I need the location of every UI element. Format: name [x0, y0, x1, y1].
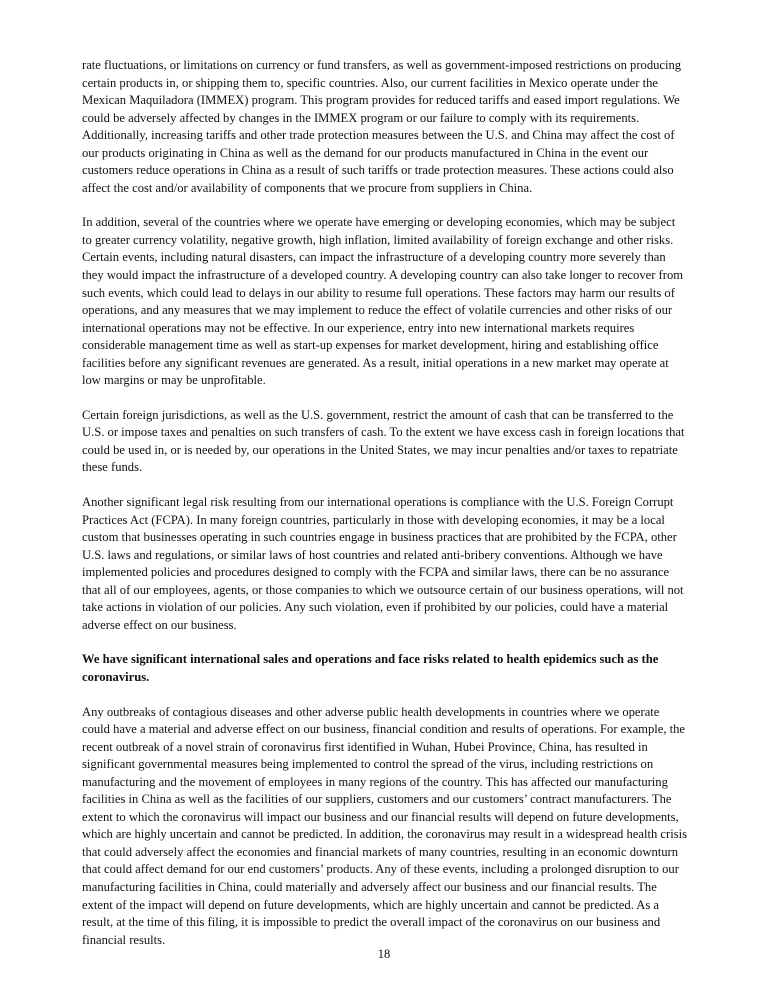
paragraph-cash-repatriation: Certain foreign jurisdictions, as well as the U.S. government, restrict the amount of cash that can be transferred to the U.S. or impose taxes and penalties on such transfers of cash. To the extent we have excess cash in foreign locations that could be used in, or is needed by, our operations in the United States, we may incur penalties and/or taxes to repatriate these funds.: [82, 407, 685, 475]
document-page: [82, 57, 688, 966]
paragraph-currency-and-immex: rate fluctuations, or limitations on currency or fund transfers, as well as government-imposed restrictions on producing certain products in, or shipping them to, specific countries. Also, our current facilities in Mexico operate under the Mexican Maquiladora (IMMEX) program. This program provides for reduced tariffs and eased import regulations. We could be adversely affected by changes in the IMMEX program or our failure to comply with its requirements. Additionally, increasing tariffs and other trade protection measures between the U.S. and China may affect the cost of our products originating in China as well as the demand for our products manufactured in China in the event our customers reduce operations in China as a result of such tariffs or trade protection measures. These actions could also affect the cost and/or availability of components that we procure from suppliers in China.: [82, 58, 682, 195]
paragraph-fcpa-compliance: Another significant legal risk resulting from our international operations is compliance with the U.S. Foreign Corrupt Practices Act (FCPA). In many foreign countries, particularly in those with developing economies, it may be a local custom that businesses operating in such countries engage in business practices that are prohibited by the FCPA, other U.S. laws and regulations, or similar laws of host countries and related anti-bribery conventions. Although we have implemented policies and procedures designed to comply with the FCPA and similar laws, there can be no assurance that all of our employees, agents, or those companies to which we outsource certain of our business operations, will not take actions in violation of our policies. Any such violation, even if prohibited by our policies, could have a material adverse effect on our business.: [82, 495, 684, 632]
section-heading-health-epidemics: We have significant international sales and operations and face risks related to health epidemics such as the coronavirus.: [82, 652, 659, 684]
paragraph-developing-economies: In addition, several of the countries where we operate have emerging or developing economies, which may be subject to greater currency volatility, negative growth, high inflation, limited availability of foreign exchange and other risks. Certain events, including natural disasters, can impact the infrastructure of a developing country more severely than they would impact the infrastructure of a developed country. A developing country can also take longer to recover from such events, which could lead to delays in our ability to resume full operations. These factors may harm our results of operations, and any measures that we may implement to reduce the effect of volatile currencies and other risks of our international operations may not be effective. In our experience, entry into new international markets requires considerable management time as well as start-up expenses for market development, hiring and establishing office facilities before any significant revenues are generated. As a result, initial operations in a new market may operate at low margins or may be unprofitable.: [82, 215, 684, 388]
page-number: 18: [377, 947, 391, 961]
paragraph-coronavirus-impact: Any outbreaks of contagious diseases and other adverse public health developments in countries where we operate could have a material and adverse effect on our business, financial condition and results of operations. For example, the recent outbreak of a novel strain of coronavirus first identified in Wuhan, Hubei Province, China, has resulted in significant governmental measures being implemented to control the spread of the virus, including restrictions on manufacturing and the movement of employees in many regions of the country. This has affected our manufacturing facilities in China as well as the facilities of our suppliers, customers and our customers’ contract manufacturers. The extent to which the coronavirus will impact our business and our financial results will depend on future developments, which are highly uncertain and cannot be predicted. In addition, the coronavirus may result in a widespread health crisis that could adversely affect the economies and financial markets of many countries, resulting in an economic downturn that could affect demand for our end customers’ products. Any of these events, including a prolonged disruption to our manufacturing facilities in China, could materially and adversely affect our business and our financial results. The extent of the impact will depend on future developments, which are highly uncertain and cannot be predicted. As a result, at the time of this filing, it is impossible to predict the overall impact of the coronavirus on our business and financial results.: [82, 704, 687, 947]
